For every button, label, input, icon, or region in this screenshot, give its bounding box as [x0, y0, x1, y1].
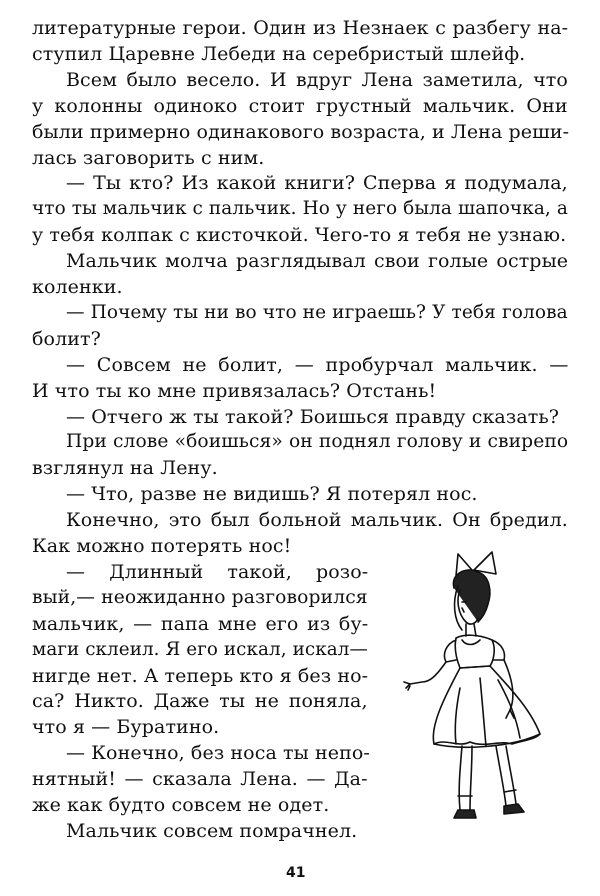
text-line: ступил Царевне Лебеди на серебристый шлейф. — [32, 42, 526, 65]
text-line: коленки. — [32, 276, 123, 298]
text-line: вый,— неожиданно разговорился — [32, 586, 368, 608]
text-line: Всем было весело. И вдруг Лена заметила, что — [66, 68, 568, 91]
text-line: у колонны одиноко стоит грустный мальчик. Они — [32, 94, 568, 117]
text-line: нятный! — сказала Лена. — Да- — [32, 768, 368, 791]
text-line: — Почему ты ни во что не играешь? У тебя голова — [66, 301, 568, 323]
text-line: же как будто совсем не одет. — [32, 794, 330, 816]
text-line: И что ты ко мне привязалась? Отстань! — [32, 379, 437, 402]
text-line: мальчик, — папа мне его из бу- — [32, 612, 369, 635]
text-line: болит? — [32, 327, 101, 350]
text-line: са? Никто. Даже ты не поняла, — [32, 690, 368, 713]
text-line: что я — Буратино. — [32, 716, 220, 739]
text-line: — Конечно, без носа ты непо- — [66, 742, 370, 765]
text-line: что ты мальчик с пальчик. Но у него была шапочка, а — [32, 198, 568, 220]
text-line: — Что, разве не видишь? Я потерял нос. — [66, 483, 478, 506]
text-line: Конечно, это был больной мальчик. Он бредил. — [66, 509, 568, 532]
text-line: литературные герои. Один из Незнаек с разбегу на- — [32, 17, 569, 39]
text-line: — Совсем не болит, — пробурчал мальчик. — — [66, 353, 569, 376]
text-line: лась заговорить с ним. — [32, 146, 265, 169]
text-line: Как можно потерять нос! — [32, 535, 292, 557]
text-line: — Ты кто? Из какой книги? Сперва я подумала, — [66, 172, 568, 195]
text-line: нигде нет. А теперь кто я без но- — [32, 664, 369, 687]
text-line: Мальчик совсем помрачнел. — [66, 819, 358, 842]
girl-illustration — [400, 548, 570, 848]
text-line: были примерно одинакового возраста, и Лена реши- — [32, 120, 570, 143]
text-line: взглянул на Лену. — [32, 457, 218, 480]
text-line: маги склеил. Я его искал, искал— — [32, 638, 368, 660]
text-line: у тебя колпак с кисточкой. Чего-то я тебя не узнаю. — [32, 224, 567, 247]
text-line: Мальчик молча разглядывал свои голые острые — [66, 250, 569, 273]
text-line: При слове «боишься» он поднял голову и свирепо — [66, 431, 569, 453]
page-number: 41 — [286, 865, 306, 881]
text-line: — Длинный такой, розо- — [66, 560, 369, 583]
text-line: — Отчего ж ты такой? Боишься правду сказать? — [66, 405, 560, 428]
